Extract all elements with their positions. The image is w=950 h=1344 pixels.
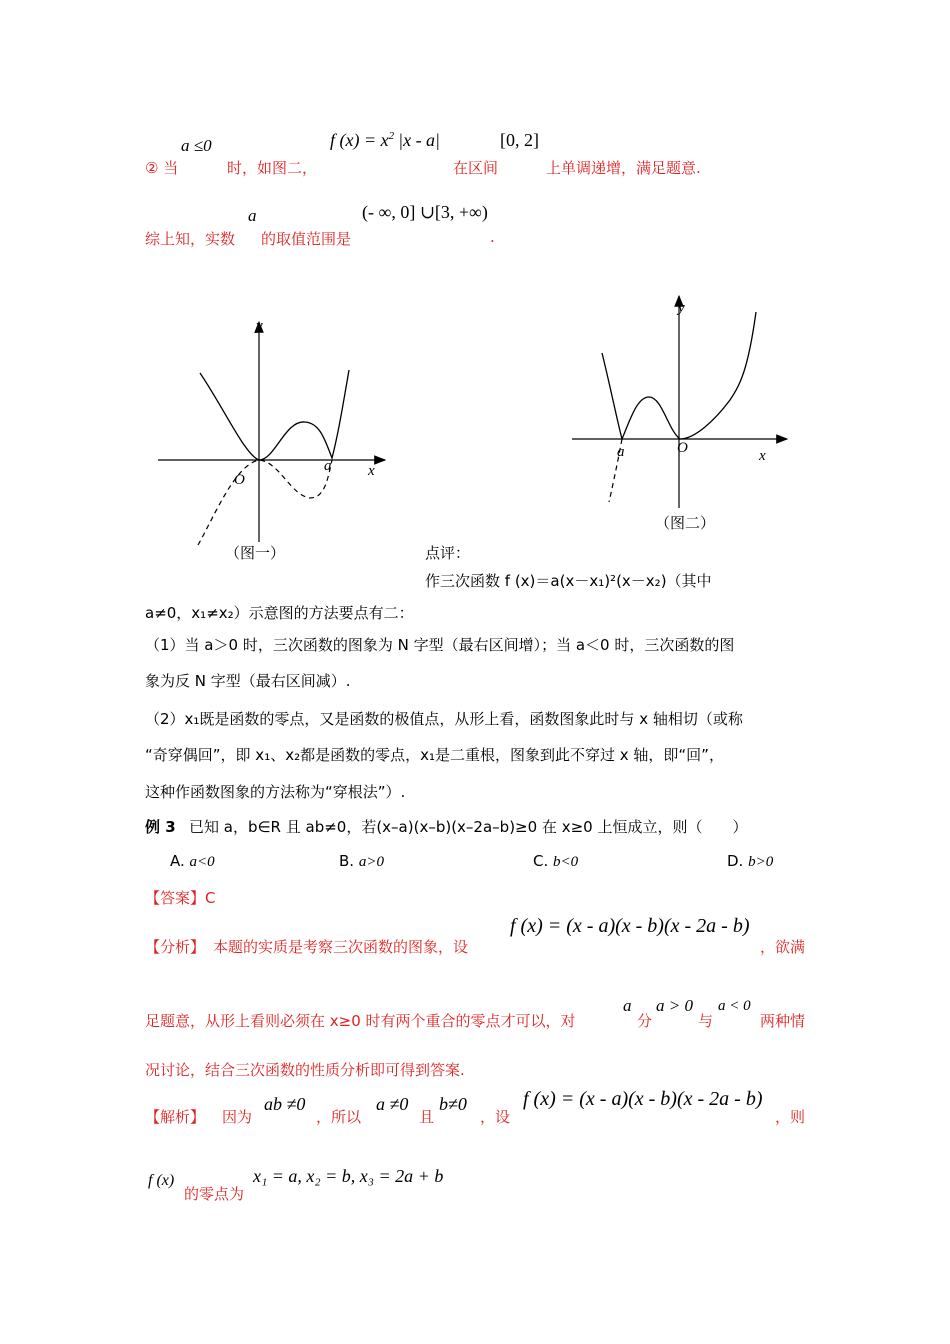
zeros-math: x₁ = a, x₂ = b, x₃ = 2a + b bbox=[253, 1166, 444, 1186]
fig2-caption: （图二） bbox=[655, 514, 716, 532]
comment-intro-cont: a≠0，x₁≠x₂）示意图的方法要点有二： bbox=[145, 604, 414, 622]
math-range: (- ∞, 0] ∪[3, +∞) bbox=[362, 202, 488, 222]
fig1-dashed-curve bbox=[198, 460, 332, 545]
analysis-text2: ，欲满 bbox=[760, 938, 806, 956]
fig1-x-label: x bbox=[368, 463, 375, 479]
solution-formula: f (x) = (x - a)(x - b)(x - 2a - b) bbox=[523, 1088, 763, 1110]
fig2-x-label: x bbox=[759, 448, 766, 464]
answer-label: 【答案】 bbox=[145, 889, 206, 907]
example3-label: 例 3 bbox=[145, 818, 176, 836]
option-c-text: b<0 bbox=[553, 854, 579, 870]
line1-label-a: ② 当 bbox=[145, 159, 179, 177]
option-c bbox=[533, 852, 578, 871]
math-f-exponent: 2 bbox=[388, 130, 395, 142]
line1-label-b: 时，如图二， bbox=[227, 159, 318, 177]
analysis-line2-math-lt: a < 0 bbox=[718, 998, 751, 1014]
comment-p1-line1: （1）当 a＞0 时，三次函数的图象为 N 字型（最右区间增）；当 a＜0 时，三次函数的图 bbox=[145, 636, 735, 654]
option-c-letter: C. bbox=[533, 852, 549, 870]
option-d-text: b>0 bbox=[748, 854, 774, 870]
fig1-caption: （图一） bbox=[225, 544, 286, 562]
line2-label-c: . bbox=[490, 228, 495, 246]
solution-b: ，所以 bbox=[316, 1108, 362, 1126]
line1-label-d: 上单调递增，满足题意. bbox=[546, 159, 701, 177]
solution-math1: ab ≠0 bbox=[264, 1094, 306, 1114]
fig1-origin-label: O bbox=[234, 472, 245, 488]
analysis-line3: 况讨论，结合三次函数的性质分析即可得到答案. bbox=[145, 1061, 465, 1079]
analysis-formula: f (x) = (x - a)(x - b)(x - 2a - b) bbox=[510, 915, 750, 937]
fig1-root-label: a bbox=[324, 458, 332, 474]
solution-d: ，设 bbox=[480, 1108, 511, 1126]
option-a bbox=[170, 852, 215, 871]
math-f-abs: |x - a| bbox=[398, 130, 441, 150]
comment-p1-line2: 象为反 N 字型（最右区间减）. bbox=[145, 672, 351, 690]
fig2-origin-label: O bbox=[677, 440, 688, 456]
option-b-text: a>0 bbox=[358, 854, 384, 870]
solution-e: ，则 bbox=[775, 1108, 806, 1126]
figure-two bbox=[565, 290, 805, 520]
math-f-def bbox=[330, 130, 440, 151]
comment-intro: 作三次函数 f (x)＝a(x－x₁)²(x－x₂)（其中 bbox=[425, 572, 712, 590]
fig2-root-label: a bbox=[617, 444, 625, 460]
option-b bbox=[339, 852, 384, 871]
option-d-letter: D. bbox=[727, 852, 744, 870]
solution-math3: b≠0 bbox=[439, 1094, 467, 1114]
comment-p2-line2: “奇穿偶回”，即 x₁、x₂都是函数的零点，x₁是二重根，图象到此不穿过 x 轴，即“回”， bbox=[145, 746, 724, 764]
answer-value: C bbox=[205, 889, 216, 907]
math-f-prefix: f (x) = x bbox=[330, 130, 389, 150]
zeros-text: 的零点为 bbox=[184, 1185, 245, 1203]
solution-c: 且 bbox=[419, 1108, 435, 1126]
option-d bbox=[727, 852, 773, 871]
example3-question: 已知 a，b∈R 且 ab≠0，若(x–a)(x–b)(x–2a–b)≥0 在 x≥0 上恒成立，则（ ） bbox=[189, 818, 748, 836]
fig2-y-label: y bbox=[678, 300, 685, 316]
analysis-text1: 本题的实质是考察三次函数的图象，设 bbox=[213, 938, 469, 956]
option-a-letter: A. bbox=[170, 852, 185, 870]
line2-label-b: 的取值范围是 bbox=[261, 230, 352, 248]
line2-label-a: 综上知，实数 bbox=[145, 230, 236, 248]
analysis-line2-a: 足题意，从形上看则必须在 x≥0 时有两个重合的零点才可以，对 bbox=[145, 1012, 576, 1030]
analysis-line2-d: 两种情 bbox=[760, 1012, 806, 1030]
math-a: a bbox=[248, 206, 257, 225]
solution-math2: a ≠0 bbox=[376, 1094, 409, 1114]
comment-heading: 点评： bbox=[425, 544, 471, 562]
analysis-line2-math-gt: a > 0 bbox=[656, 996, 693, 1015]
answer-line bbox=[145, 887, 216, 908]
figure-one bbox=[150, 310, 400, 570]
line1-label-c: 在区间 bbox=[453, 159, 499, 177]
comment-p2-line3: 这种作函数图象的方法称为“穿根法”）. bbox=[145, 783, 406, 801]
fig1-solid-curve bbox=[200, 370, 349, 460]
zeros-math-f: f (x) bbox=[148, 1172, 175, 1189]
analysis-line2-c: 与 bbox=[698, 1012, 714, 1030]
fig1-y-label: y bbox=[256, 318, 263, 334]
math-interval: [0, 2] bbox=[500, 130, 539, 150]
comment-p2-line1: （2）x₁既是函数的零点，又是函数的极值点，从形上看，函数图象此时与 x 轴相切（或称 bbox=[145, 710, 743, 728]
solution-label: 【解析】 bbox=[145, 1108, 206, 1126]
analysis-line2-b: 分 bbox=[637, 1012, 653, 1030]
solution-a: 因为 bbox=[222, 1108, 253, 1126]
option-a-text: a<0 bbox=[189, 854, 215, 870]
option-b-letter: B. bbox=[339, 852, 355, 870]
math-a-le-0: a ≤0 bbox=[181, 136, 212, 155]
analysis-line2-math-a: a bbox=[623, 996, 632, 1015]
analysis-label: 【分析】 bbox=[145, 938, 206, 956]
